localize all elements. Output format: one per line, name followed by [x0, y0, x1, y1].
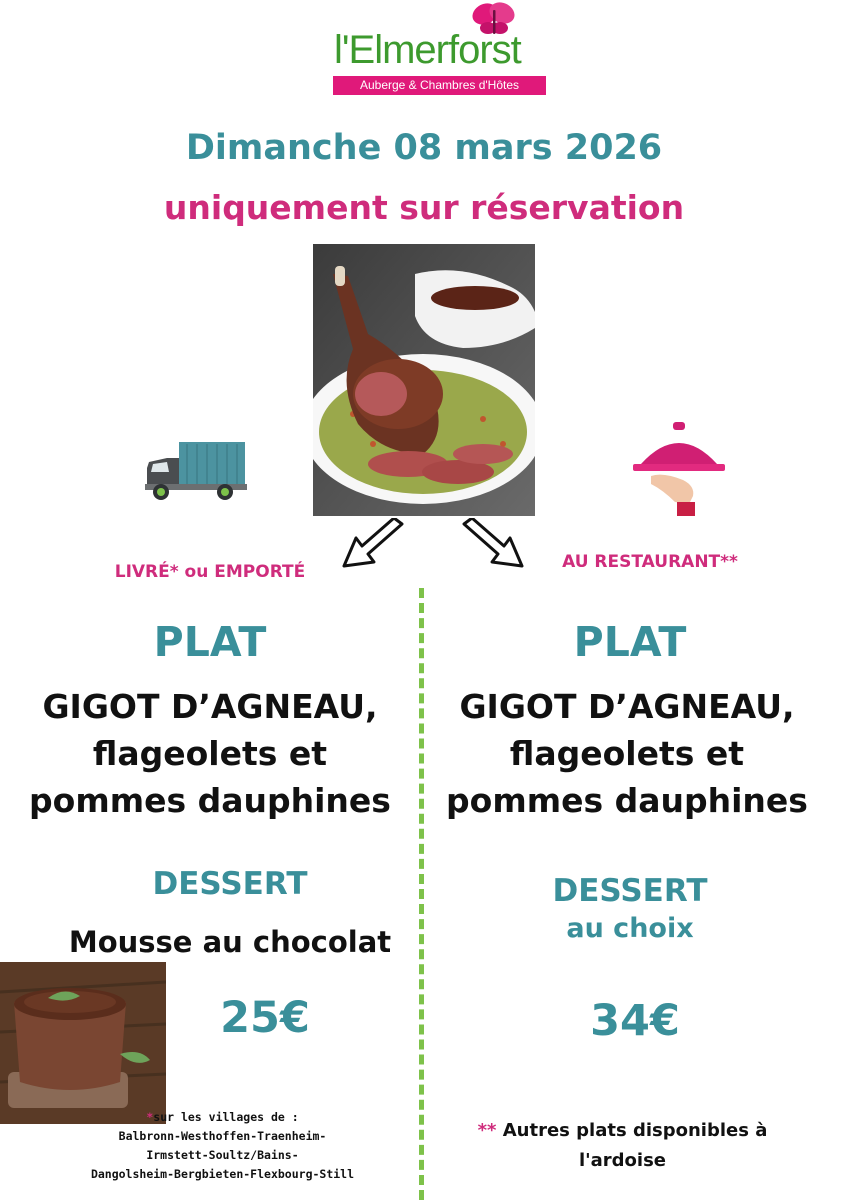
dish-line: flageolets et: [509, 734, 745, 773]
dessert-choice: au choix: [566, 913, 694, 944]
dish-left: [0, 683, 420, 824]
dish-line: pommes dauphines: [29, 781, 391, 820]
plat-title-right: PLAT: [573, 618, 687, 666]
price-left: 25€: [220, 993, 310, 1043]
delivery-note-line: Irmstett-Soultz/Bains-: [146, 1148, 299, 1162]
plat-title-left: PLAT: [153, 618, 267, 666]
delivery-note-intro: *sur les villages de :: [146, 1110, 299, 1124]
restaurant-note: [440, 1116, 805, 1176]
dish-line: GIGOT D’AGNEAU,: [42, 687, 378, 726]
dish-line: pommes dauphines: [446, 781, 808, 820]
dessert-title-right: [420, 872, 840, 948]
serving-cloche-icon: [633, 420, 725, 520]
down-arrow-icon: [460, 518, 526, 570]
dish-line: flageolets et: [92, 734, 328, 773]
event-date: Dimanche 08 mars 2026: [185, 128, 663, 168]
dish-right: [420, 683, 834, 824]
delivery-truck-icon: [145, 440, 247, 502]
dish-line: GIGOT D’AGNEAU,: [459, 687, 795, 726]
mode-delivery-label: LIVRÉ* ou EMPORTÉ: [114, 562, 306, 582]
logo-tagline: Auberge & Chambres d'Hôtes: [333, 76, 546, 95]
price-right: 34€: [590, 996, 680, 1046]
mousse-photo: [0, 962, 166, 1124]
delivery-note-line: Dangolsheim-Bergbieten-Flexbourg-Still: [90, 1167, 355, 1181]
logo: [330, 0, 550, 100]
note-star: *: [146, 1110, 154, 1124]
note-star: **: [477, 1120, 497, 1141]
dessert-left: Mousse au chocolat: [68, 925, 392, 959]
delivery-note: [45, 1108, 400, 1184]
dessert-title-left: DESSERT: [152, 866, 308, 902]
reservation-notice: uniquement sur réservation: [163, 188, 685, 227]
gigot-photo: [313, 244, 535, 516]
restaurant-note-line1: ** Autres plats disponibles à: [477, 1120, 768, 1141]
dessert-title-right-text: DESSERT: [552, 873, 708, 909]
logo-wordmark: l'Elmerforst: [334, 28, 521, 72]
delivery-note-line: Balbronn-Westhoffen-Traenheim-: [118, 1129, 327, 1143]
restaurant-note-line2: l'ardoise: [578, 1150, 667, 1171]
mode-restaurant-label: AU RESTAURANT**: [562, 552, 738, 572]
